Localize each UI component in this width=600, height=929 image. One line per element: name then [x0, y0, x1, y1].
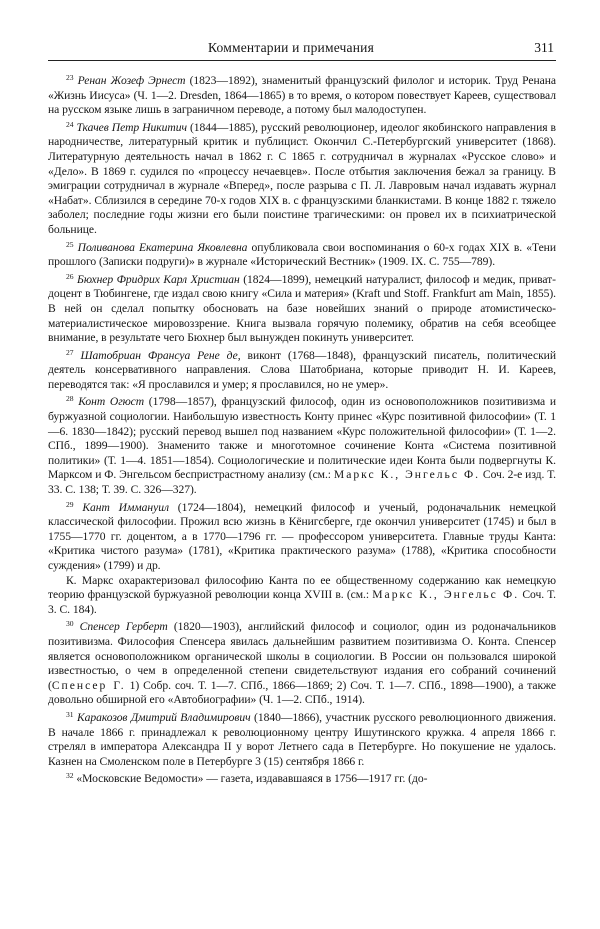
note-number: 23: [66, 73, 74, 82]
note-text: К. Маркс охарактеризовал философию Канта по ее общественному содержанию как немецкую теорию французской буржуазной революции конца XVIII в. (см.:: [48, 573, 556, 602]
running-head: [48, 40, 556, 59]
note-name: Бюхнер Фридрих Карл Христиан: [77, 272, 240, 286]
note-number: 25: [66, 239, 74, 249]
note-name: Каракозов Дмитрий Владимирович: [76, 710, 251, 724]
note-name: Поливанова Екатерина Яковлевна: [77, 240, 248, 254]
note-number: 26: [66, 271, 74, 281]
note-citation: Спенсер Г.: [51, 678, 126, 692]
note-text: (1798—1857), французский философ, один из основоположников позитивизма и буржуазной социологии. Наибольшую известность Конту принес «Курс позитивной философии» (Т. 1—6. 1830—1842); русский перевод вышел под названием «Курс положительной философии» (Т. 1—2. СПб., 1899—1900). Знаменито также и многотомное сочинение Конта «Система позитивной политики» (Т. 1—4. 1851—1854). Социологические и политические идеи Конта были подвергнуты К. Марксом и Ф. Энгельсом беспристрастному анализу (см.:: [48, 395, 556, 482]
note-29: [48, 498, 556, 574]
note-number: 29: [66, 499, 74, 509]
note-name: Ткачев Петр Никитич: [76, 120, 187, 134]
note-number: 32: [66, 771, 74, 781]
note-32: [48, 769, 556, 787]
note-27: [48, 346, 556, 393]
note-26: [48, 270, 556, 346]
note-30: [48, 617, 556, 708]
note-name: Ренан Жозеф Эрнест: [77, 74, 186, 87]
note-31: [48, 708, 556, 769]
note-text: (1824—1899), немецкий натуралист, философ и медик, приват-доцент в Тюбингене, где издал свою книгу «Сила и материя» (Kraft und Stoff. Frankfurt am Main, 1855). В ней он сделал попытку обосновать на базе новейших знаний о природе атомистическо-материалистическое мировоззрение. Книга вызвала горячую полемику, обратив на себя всеобщее внимание, в результате чего Бюхнер был вынужден покинуть университет.: [48, 272, 556, 345]
note-text: (1724—1804), немецкий философ и ученый, родоначальник немецкой классической философии. Прожил всю жизнь в Кёнигсберге, где окончил университет (1745) и был в 1755—1770 гг. доцентом, а в 1770—1796 гг. — профессором университета. Главные труды Канта: «Критика чистого разума» (1781), «Критика практического разума» (1788), «Критика способности суждения» (1799) и др.: [48, 500, 556, 572]
note-text-after: Соч. Т. 3. С. 184).: [48, 588, 556, 616]
note-name: Спенсер Герберт: [79, 620, 168, 634]
running-head-title: Комментарии и примечания: [208, 40, 374, 55]
note-name: Шатобриан Франсуа Рене де,: [80, 348, 241, 362]
note-text-after: Соч. 2-е изд. Т. 33. С. 138; Т. 39. С. 326—327).: [48, 468, 556, 497]
book-page: [48, 40, 556, 787]
note-text-after: 1) Собр. соч. Т. 1—7. СПб., 1866—1869; 2) Соч. Т. 1—7. СПб., 1898—1900), а также довольно обширной его «Автобиографии» (Ч. 1—2. СПб., 1914).: [48, 678, 556, 707]
note-25: [48, 238, 556, 270]
note-28: [48, 392, 556, 497]
note-23: [48, 71, 556, 118]
note-29-continuation: [48, 574, 556, 618]
note-number: 30: [66, 619, 74, 629]
note-number: 24: [66, 119, 74, 129]
header-rule: [48, 60, 556, 61]
note-name: Кант Иммануил: [82, 500, 169, 514]
note-text: (1844—1885), русский революционер, идеолог якобинского направления в народничестве, литературный критик и публицист. Окончил С.-Петербургский университет (1868). Литературную деятельность начал в 1862 г. С 1865 г. сотрудничал в журналах «Русское слово» и «Дело». В 1869 г. судился по «процессу нечаевцев». После отбытия заключения бежал за границу. В эмиграции сотрудничал в журнале «Вперед», после разрыва с П. Л. Лавровым начал издавать журнал «Набат». Сблизился в середине 70-х годов XIX в. с французскими бланкистами. В конце 1882 г. тяжело заболел; последние годы жизни его были поистине трагическими: он провел их в психиатрической больнице.: [48, 120, 556, 236]
note-name: Конт Огюст: [78, 395, 145, 409]
note-citation: Маркс К., Энгельс Ф.: [372, 588, 520, 602]
note-text: (1820—1903), английский философ и социолог, один из родоначальников позитивизма. Философия Спенсера явилась дальнейшим развитием позитивизма О. Конта. Спенсер является основоположником органической школы в социологии. В России он пользовался широкой известностью, о чем в определенной степени свидетельствуют издания его собраний сочинений (: [48, 620, 556, 692]
note-number: 28: [66, 394, 74, 404]
note-text: опубликовала свои воспоминания о 60-х годах XIX в. «Тени прошлого (Записки подруги)» в журнале «Исторический Вестник» (1909. IX. С. 755—789).: [48, 240, 556, 269]
note-24: [48, 118, 556, 238]
note-text: (1840—1866), участник русского революционного движения. В начале 1866 г. принадлежал к революционному центру Ишутинского кружка. 4 апреля 1866 г. стрелял в императора Александра II у ворот Летнего сада в Петербурге. Но покушение не удалось. Казнен на Смоленском поле в Петербурге 3 (15) сентября 1866 г.: [48, 710, 556, 768]
note-text: «Московские Ведомости» — газета, издававшаяся в 1756—1917 гг. (до-: [76, 772, 428, 786]
note-number: 27: [66, 347, 74, 357]
note-citation: Маркс К., Энгельс Ф.: [333, 468, 480, 482]
note-text: (1823—1892), знаменитый французский филолог и историк. Труд Ренана «Жизнь Иисуса» (Ч. 1—2. Dresden, 1864—1865) в то время, о котором повествует Кареев, существовал на русском языке лишь в заграничном переводе, а потому был малодоступен.: [48, 74, 556, 117]
page-number: 311: [534, 40, 554, 55]
notes-list: [48, 71, 556, 787]
note-number: 31: [66, 709, 74, 719]
note-text: виконт (1768—1848), французский писатель, политический деятель консервативного направления. Слова Шатобриана, которые приводит Н. И. Кареев, переводятся так: «Я прославился и умер; я прославился, но не умер».: [48, 348, 556, 391]
